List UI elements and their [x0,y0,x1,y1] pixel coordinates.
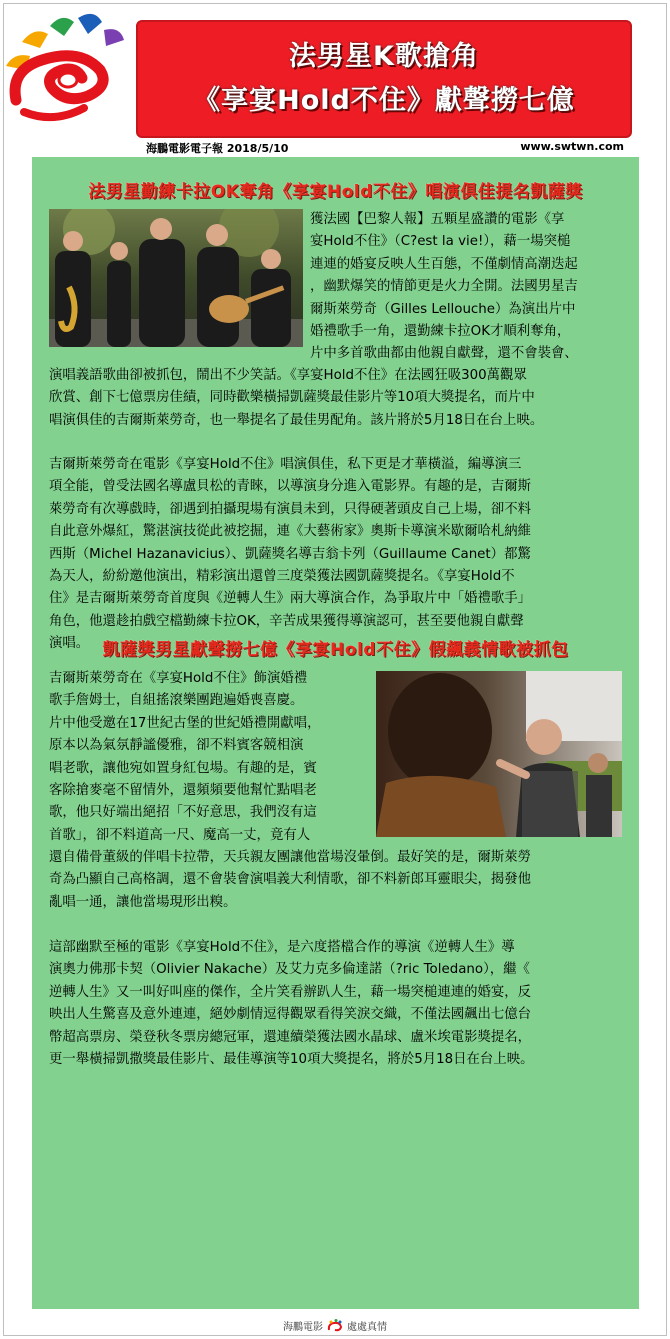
band-photo [49,209,303,347]
section1-para2 [49,454,635,656]
text-line: 唱老歌，讓他宛如置身紅包場。有趣的是，賓 [49,760,317,776]
text-line: 婚禮歌手一角，還勤練卡拉OK才順利奪角， [310,324,571,340]
text-line: 唱演俱佳的吉爾斯萊勞奇，也一舉提名了最佳男配角。該片將於5月18日在台上映。 [49,412,544,428]
mini-logo-icon [327,1319,343,1333]
text-line: 歌，他只好端出絕招「不好意思，我們沒有這 [49,805,317,821]
publisher-date: 海鵬電影電子報 2018/5/10 [146,142,289,155]
text-line: 自此意外爆紅，驚湛演技從此被挖掘，連《大藝術家》奧斯卡導演米歇爾哈札納維 [49,524,532,540]
footer [0,1318,670,1333]
text-line: 更一舉橫掃凱撒獎最佳影片、最佳導演等10項大獎提名，將於5月18日在台上映。 [49,1052,534,1068]
text-line: 首歌」，卻不料道高一尺、魔高一丈，竟有人 [49,827,311,843]
text-line: 原本以為氣氛靜謐優雅，卻不料賓客競相演 [49,738,304,754]
section2-para2 [49,937,635,1071]
text-line: 項全能，曾受法國名導盧貝松的青睞，以導演身分進入電影界。有趣的是，吉爾斯 [49,479,532,495]
title-banner [136,20,632,138]
text-line: 吉爾斯萊勞奇在電影《享宴Hold不住》唱演俱佳，私下更是才華橫溢，編導演三 [49,457,522,472]
text-line: 西斯（Michel Hazanavicius）、凱薩獎名導吉翁卡列（Guillaume Canet）都驚 [49,546,531,562]
text-line: 獲法國【巴黎人報】五顆星盛讚的電影《享 [310,212,565,227]
text-line: 住》是吉爾斯萊勞奇首度與《逆轉人生》兩大導演合作，為爭取片中「婚禮歌手」 [49,591,532,607]
text-line: 宴Hold不住》（C?est la vie!），藉一場突槌 [310,234,571,250]
logo-icon [4,4,136,126]
singer-photo [376,671,622,837]
section1-para1-wrap [310,209,632,366]
text-line: 還自備骨董級的伴唱卡拉帶，天兵親友團讓他當場沒暈倒。最好笑的是，爾斯萊勞 [49,850,532,865]
title-line-2: 《享宴Hold不住》獻聲撈七億 [193,85,575,116]
section1-para1-full [49,365,635,432]
text-line: 萊勞奇有次導戲時，卻遇到拍攝現場有演員未到，只得硬著頭皮自己上場，卻不料 [49,501,532,517]
text-line: 爾斯萊勞奇（Gilles Lellouche）為演出片中 [310,301,576,317]
text-line: 亂唱一通，讓他當場現形出糗。 [49,894,237,910]
title-line-1: 法男星K歌搶角 [289,41,479,72]
text-line: 這部幽默至極的電影《享宴Hold不住》，是六度搭檔合作的導演《逆轉人生》導 [49,940,515,955]
text-line: 角色，他還趁拍戲空檔勤練卡拉OK，辛苦成果獲得導演認可，甚至要他親自獻聲 [49,613,524,629]
text-line: 欣賞、創下七億票房佳績，同時歡樂橫掃凱薩獎最佳影片等10項大獎提名，而片中 [49,390,535,406]
text-line: 客除搶麥毫不留情外，還頻頻要他幫忙點唱老 [49,783,317,799]
text-line: 逆轉人生》又一叫好叫座的傑作，全片笑看辦趴人生，藉一場突槌連連的婚宴，反 [49,984,532,1000]
text-line: 映出人生驚喜及意外連連，絕妙劇情逗得觀眾看得笑淚交織，不僅法國飆出七億台 [49,1007,532,1023]
text-line: ，幽默爆笑的情節更是火力全開。法國男星吉 [310,279,578,295]
article-panel [32,157,639,1309]
text-line: 歌手詹姆士，自組搖滾樂團跑遍婚喪喜慶。 [49,693,304,709]
website-link[interactable]: www.swtwn.com [520,140,624,153]
text-line: 演奧力佛那卡契（Olivier Nakache）及艾力克多倫達諾（?ric Toledano），繼《 [49,962,530,978]
text-line: 連連的婚宴反映人生百態，不僅劇情高潮迭起 [310,256,578,272]
text-line: 片中他受邀在17世紀古堡的世紀婚禮開獻唱， [49,715,321,731]
section1-heading: 法男星勤練卡拉OK奪角《享宴Hold不住》唱演俱佳提名凱薩獎 [88,182,583,202]
text-line: 演唱義語歌曲卻被抓包，鬧出不少笑話。《享宴Hold不住》在法國狂吸300萬觀眾 [49,368,527,383]
footer-slogan: 處處真情 [347,1322,387,1333]
text-line: 演唱。 [49,636,90,652]
text-line: 片中多首歌曲都由他親自獻聲，還不會裝會、 [310,346,578,362]
section2-para1-wrap [49,668,375,847]
text-line: 吉爾斯萊勞奇在《享宴Hold不住》飾演婚禮 [49,671,308,686]
text-line: 奇為凸顯自己高格調，還不會裝會演唱義大利情歌，卻不料新郎耳靈眼尖，揭發他 [49,872,532,888]
text-line: 幣超高票房、榮登秋冬票房總冠軍，還連續榮獲法國水晶球、盧米埃電影獎提名， [49,1029,532,1045]
section2-heading: 凱薩獎男星獻聲撈七億《享宴Hold不住》假飆義情歌被抓包 [102,640,569,660]
footer-brand: 海鵬電影 [283,1322,323,1333]
text-line: 為天人，紛紛邀他演出，精彩演出還曾三度榮獲法國凱薩獎提名。《享宴Hold不 [49,569,515,585]
section2-para1-full [49,847,635,914]
